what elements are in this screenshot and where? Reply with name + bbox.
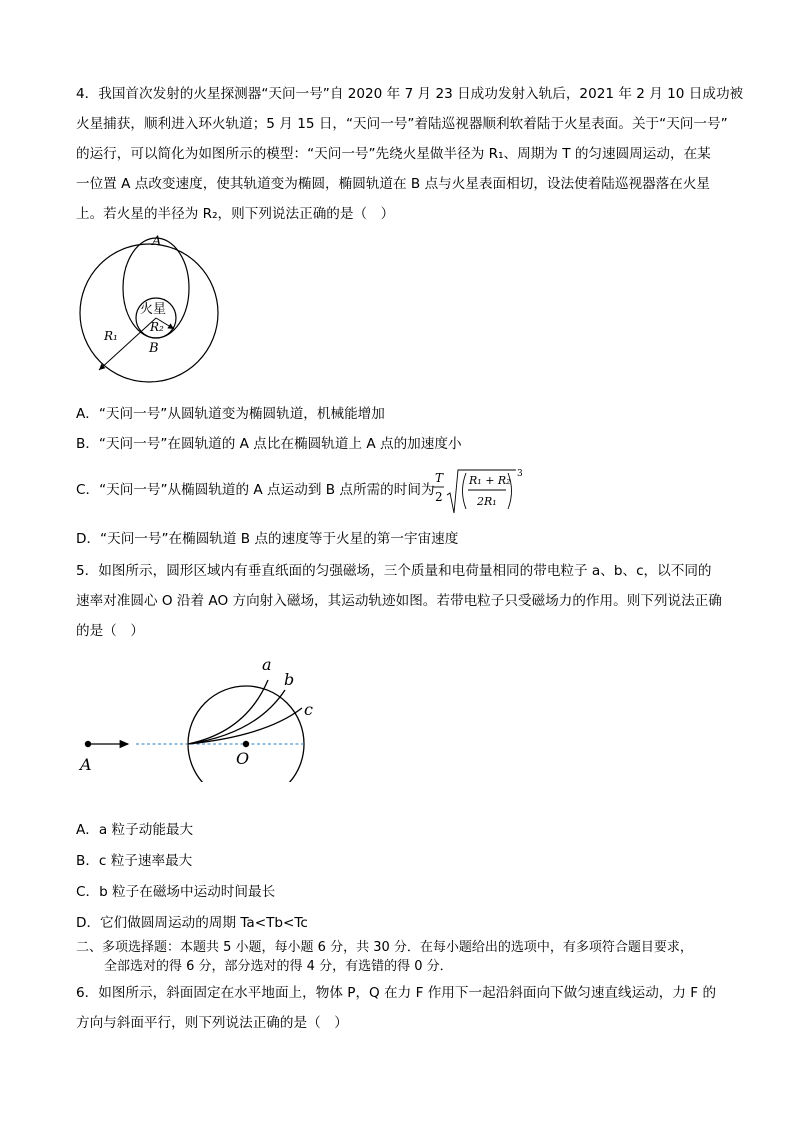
q4-line-3: 的运行，可以简化为如图所示的模型：“天问一号”先绕火星做半径为 R₁、周期为 T 的匀速圆周运动，在某 [76, 146, 711, 162]
label-point-A: A [80, 755, 92, 774]
q4-line-2: 火星捕获，顺利进入环火轨道；5 月 15 日，“天问一号”着陆巡视器顺利软着陆于火星表面。关于“天问一号” [76, 116, 728, 132]
label-R2: R₂ [150, 320, 164, 334]
label-O: O [236, 749, 250, 768]
q5-option-a: A．a 粒子动能最大 [76, 822, 194, 838]
q4-line-4: 一位置 A 点改变速度，使其轨道变为椭圆，椭圆轨道在 B 点与火星表面相切，设法使着陆巡视器落在火星 [76, 176, 711, 192]
section-2-header-line-1: 二、多项选择题：本题共 5 小题，每小题 6 分，共 30 分．在每小题给出的选项中，有多项符合题目要求， [76, 940, 693, 955]
q4-option-b: B．“天问一号”在圆轨道的 A 点比在椭圆轨道上 A 点的加速度小 [76, 436, 462, 452]
q4-option-a: A．“天问一号”从圆轨道变为椭圆轨道，机械能增加 [76, 406, 385, 422]
q5-option-b: B．c 粒子速率最大 [76, 853, 193, 869]
formula-T: T [435, 471, 444, 485]
formula-left-paren [463, 473, 467, 509]
label-mars: 火星 [140, 302, 167, 317]
q5-option-c: C．b 粒子在磁场中运动时间最长 [76, 884, 276, 900]
formula-numerator: R₁ + R₂ [469, 474, 511, 487]
q5-option-d: D．它们做圆周运动的周期 Ta<Tb<Tc [76, 915, 308, 931]
q4-option-d: D．“天问一号”在椭圆轨道 B 点的速度等于火星的第一宇宙速度 [76, 531, 459, 547]
q4-option-c [76, 480, 435, 500]
formula-2: 2 [435, 490, 443, 504]
point-A-dot [85, 741, 91, 747]
q4-orbit-diagram [70, 228, 230, 398]
label-R1: R₁ [104, 329, 118, 343]
q6-line-2: 方向与斜面平行，则下列说法正确的是（ ） [76, 1015, 348, 1031]
q4-line-1: 4．我国首次发射的火星探测器“天问一号”自 2020 年 7 月 23 日成功发射入轨后，2021 年 2 月 10 日成功被 [76, 86, 744, 102]
label-c: c [304, 700, 313, 719]
label-a: a [262, 655, 272, 674]
label-B: B [149, 341, 159, 356]
center-O-dot [243, 741, 249, 747]
formula-exponent: 3 [517, 469, 523, 479]
r1-radius-line [99, 318, 156, 370]
q4-line-5: 上。若火星的半径为 R₂，则下列说法正确的是（ ） [76, 206, 395, 222]
q5-line-1: 5．如图所示，圆形区域内有垂直纸面的匀强磁场，三个质量和电荷量相同的带电粒子 a、b、c，以不同的 [76, 563, 712, 579]
q5-magnetic-field-diagram [76, 652, 326, 782]
q5-line-3: 的是（ ） [76, 623, 144, 639]
q5-line-2: 速率对准圆心 O 沿着 AO 方向射入磁场，其运动轨迹如图。若带电粒子只受磁场力的作用。则下列说法正确 [76, 593, 722, 609]
q6-line-1: 6．如图所示，斜面固定在水平地面上，物体 P，Q 在力 F 作用下一起沿斜面向下做匀速直线运动，力 F 的 [76, 985, 717, 1001]
section-2-header-line-2: 全部选对的得 6 分，部分选对的得 4 分，有选错的得 0 分． [104, 959, 453, 974]
q4-option-c-text: C．“天问一号”从椭圆轨道的 A 点运动到 B 点所需的时间为 [76, 482, 435, 498]
label-b: b [284, 670, 295, 689]
formula-denominator: 2R₁ [477, 495, 497, 508]
q4-option-c-formula [432, 464, 528, 518]
label-A: A [152, 234, 162, 249]
